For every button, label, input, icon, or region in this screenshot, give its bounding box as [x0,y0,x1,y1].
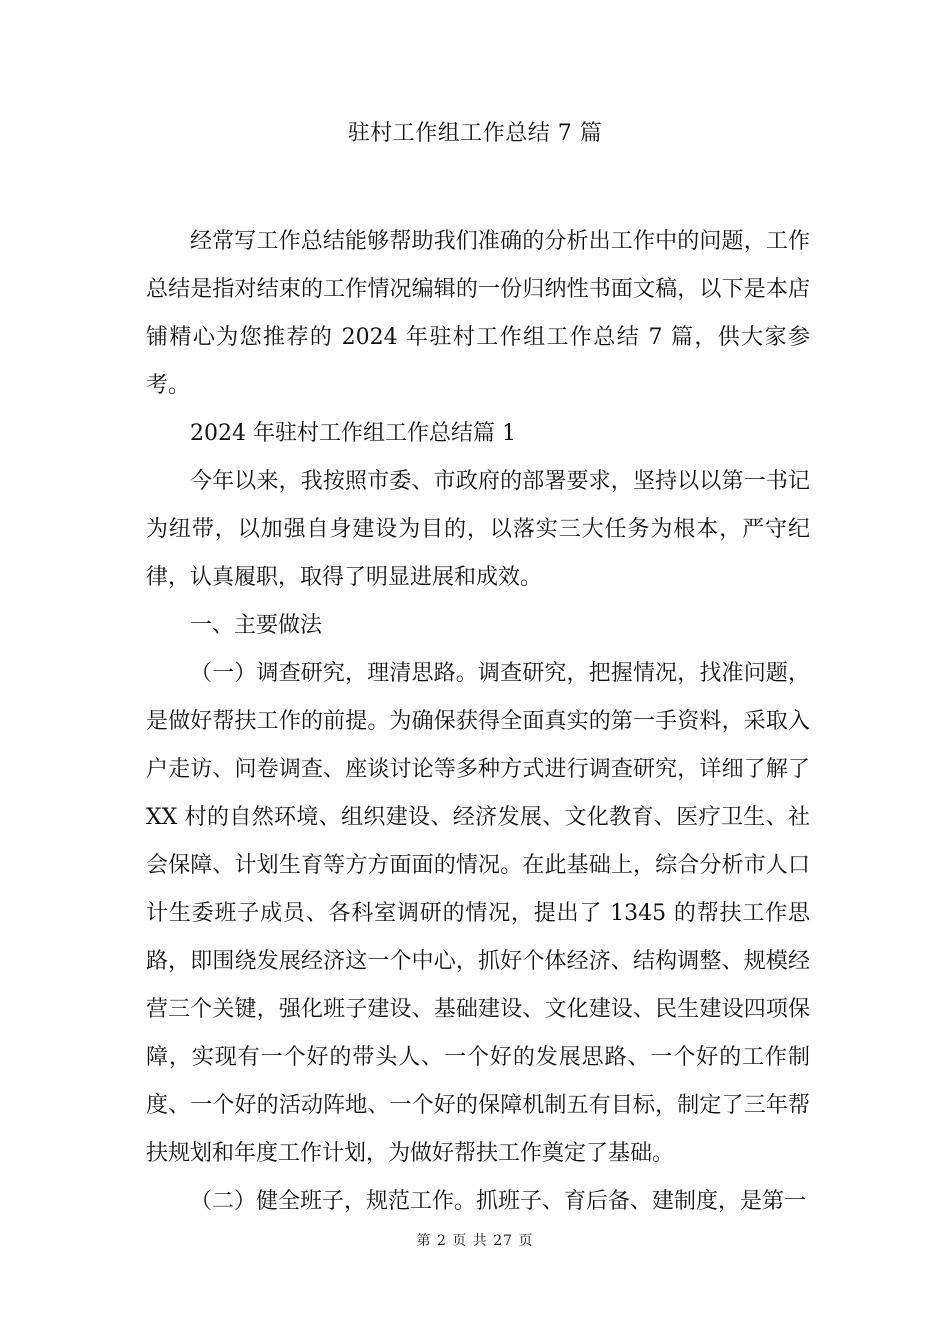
section-heading-article-1: 2024 年驻村工作组工作总结篇 1 [190,421,516,446]
summary-paragraph: 今年以来，我按照市委、市政府的部署要求，坚持以以第一书记为纽带，以加强自身建设为目的，以落实三大任务为根本，严守纪律，认真履职，取得了明显进展和成效。 [146,469,810,590]
practice-paragraph-1: （一）调查研究，理清思路。调查研究，把握情况，找准问题，是做好帮扶工作的前提。为确保获得全面真实的第一手资料，采取入户走访、问卷调查、座谈讨论等多种方式进行调查研究，详细了解了 XX 村的自然环境、组织建设、经济发展、文化教育、医疗卫生、社会保障、计划生育等方方面面的情况。在此基础上，综合分析市人口计生委班子成员、各科室调研的情况，提出了 1345 的帮扶工作思路，即围绕发展经济这一个中心，抓好个体经济、结构调整、规模经营三个关键，强化班子建设、基础建设、文化建设、民生建设四项保障，实现有一个好的带头人、一个好的发展思路、一个好的工作制度、一个好的活动阵地、一个好的保障机制五有目标，制定了三年帮扶规划和年度工作计划，为做好帮扶工作奠定了基础。 [146,661,810,1166]
document-body [146,218,810,1226]
page-number-footer: 第 2 页 共 27 页 [416,1233,534,1249]
section-heading-main-practices: 一、主要做法 [190,613,323,638]
document-title: 驻村工作组工作总结 7 篇 [347,121,603,146]
practice-paragraph-2: （二）健全班子，规范工作。抓班子、育后备、建制度，是第一 [190,1189,807,1214]
intro-paragraph: 经常写工作总结能够帮助我们准确的分析出工作中的问题，工作总结是指对结束的工作情况编辑的一份归纳性书面文稿，以下是本店铺精心为您推荐的 2024 年驻村工作组工作总结 7 篇，供大家参考。 [146,229,810,398]
